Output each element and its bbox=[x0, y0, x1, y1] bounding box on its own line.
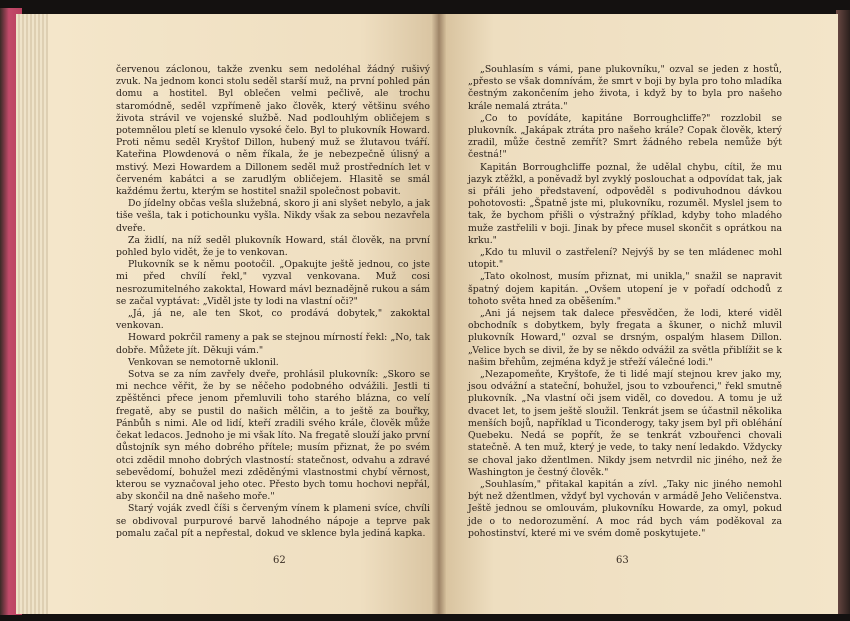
paragraph: Howard pokrčil rameny a pak se stejnou mírností řekl: „No, tak dobře. Můžete jít. Děkuji vám." bbox=[116, 332, 430, 356]
page-number-right: 63 bbox=[616, 555, 629, 566]
paragraph: „Kdo tu mluvil o zastřelení? Nejvýš by se ten mládenec mohl utopit." bbox=[468, 247, 782, 271]
book-cover-right bbox=[836, 10, 850, 614]
left-page-text bbox=[116, 64, 430, 540]
paragraph: „Ani já nejsem tak dalece přesvědčen, že lodi, které viděl obchodník s dobytkem, byly fregata a škuner, o nichž mluvil plukovník Howard," ozval se drsným, ospalým hlasem Dillon. „Velice bych se divil, že by se někdo odvážil za světla přiblížit se k našim břehům, zejména když je střeží válečné lodi." bbox=[468, 308, 782, 368]
paragraph: Za židlí, na níž seděl plukovník Howard, stál člověk, na první pohled bylo vidět, že je to venkovan. bbox=[116, 234, 430, 259]
paragraph: Do jídelny občas vešla služebná, skoro ji ani slyšet nebylo, a jak tiše vešla, tak i potichounku vyšla. Nikdy však za sebou nezavřela dveře. bbox=[116, 198, 430, 234]
right-page-text bbox=[468, 64, 782, 540]
paragraph: „Tato okolnost, musím přiznat, mi unikla," snažil se napravit špatný dojem kapitán. „Ovšem utopení je v pořadí odchodů z tohoto světa hned za oběšením." bbox=[468, 271, 782, 307]
book-gutter bbox=[432, 14, 446, 614]
paragraph: Plukovník se k němu pootočil. „Opakujte ještě jednou, co jste mi před chvílí řekl," vyzval venkovana. Muž cosi nesrozumitelného zakoktal, Howard mávl beznadějně rukou a sám se začal vyptávat: „Viděl jste ty lodi na vlastní oči?" bbox=[116, 259, 430, 307]
paragraph: Venkovan se nemotorně uklonil. bbox=[128, 356, 279, 368]
paragraph: „Co to povídáte, kapitáne Borroughcliffe?" rozzlobil se plukovník. „Jakápak ztráta pro našeho krále? Copak člověk, který zradil, může čestně zemřít? Smrt žádného rebela nemůže být čestná!" bbox=[468, 112, 782, 161]
paragraph: „Já, já ne, ale ten Skot, co prodává dobytek," zakoktal venkovan. bbox=[116, 308, 430, 332]
paragraph: Sotva se za ním zavřely dveře, prohlásil plukovník: „Skoro se mi nechce věřit, že by se něčeho podobného odvážili. Jestli ti zpěštěnci přece jenom přemluvili toho starého blázna, co velí fregatě, aby se pustil do našich mělčin, a to ještě za bouřky, Pánbůh s nimi. Ale od lidí, kteří zradili svého krále, člověk může čekat ledacos. Jednoho je mi však líto. Na fregatě slouží jako první důstojník syn mého dobrého přítele; musím přiznat, že po svém otci zdědil mnoho dobrých vlastností: statečnost, odvahu a zdravé sebevědomí, bohužel mezi zděděnými vlastnostmi chybí věrnost, kterou se vyznačoval jeho otec. Přesto bych tomu hochovi nepřál, aby skončil na dně našeho moře." bbox=[116, 369, 430, 503]
paragraph: „Souhlasím s vámi, pane plukovníku," ozval se jeden z hostů, „přesto se však domnívám, že smrt v boji by byla pro toho mladíka čestným zakončením jeho života, i když by to byla pro našeho krále nemalá ztráta." bbox=[468, 64, 782, 112]
paragraph: Starý voják zvedl číši s červeným vínem k plameni svíce, chvíli se obdivoval purpurové barvě lahodného nápoje a teprve pak pomalu začal pít a nepřestal, dokud ve sklence byla jediná kapka. bbox=[116, 503, 430, 539]
paragraph: Kapitán Borroughcliffe poznal, že udělal chybu, cítil, že mu jazyk ztěžkl, a poněvadž byl zvyklý poslouchat a odpovídat tak, jak si přáli jeho představení, odpověděl s podivuhodnou dávkou pohotovosti: „Špatně jste mi, plukovníku, rozuměl. Myslel jsem to tak, že bychom přišli o výstražný příklad, kdyby toho mladého muže zastřelili v boji. Jinak by přece musel skončit s oprátkou na krku." bbox=[468, 161, 782, 246]
right-page bbox=[438, 14, 838, 614]
paragraph: „Nezapomeňte, Kryštofe, že ti lidé mají stejnou krev jako my, jsou odvážní a stateční, bohužel, jsou to vzbouřenci," řekl smutně plukovník. „Na vlastní oči jsem viděl, co dovedou. A tomu je už dvacet let, to jsem ještě sloužil. Tenkrát jsem se účastnil několika menších bojů, například u Ticonderogy, taky jsem byl při obléhání Quebeku. Nedá se popřít, že se tenkrát vzbouřenci chovali statečně. A ten muž, který je vede, to taky není ledakdo. Vždycky se choval jako džentlmen. Nikdy jsem netvrdil nic jiného, než že Washington je čestný člověk." bbox=[468, 369, 782, 478]
paragraph: „Souhlasím," přitakal kapitán a zívl. „Taky nic jiného nemohl být než džentlmen, vždyť byl vychován v armádě Jeho Veličenstva. Ještě jednou se omlouvám, plukovníku Howarde, za omyl, pokud jde o to nedorozumění. A moc rád bych vám poděkoval za pohostinství, které mi ve svém domě poskytujete." bbox=[468, 478, 782, 539]
paragraph: červenou záclonou, takže zvenku sem nedoléhal žádný rušivý zvuk. Na jednom konci stolu seděl starší muž, na první pohled pán domu a hostitel. Byl oblečen velmi pečlivě, ale trochu staromódně, seděl vzpřímeně jako člověk, který většinu svého života strávil ve vojenské službě. Nad podlouhlým obličejem s potemnělou pletí se klenulo vysoké čelo. Byl to plukovník Howard. Proti němu seděl Kryštof Dillon, hubený muž se žlutavou tváří. Kateřina Plowdenová o něm říkala, že je nebezpečně úlisný a mstivý. Mezi Howardem a Dillonem seděl muž prostředních let v červeném kabátci a se zarudlým obličejem. Hlasitě se smál každému žertu, kterým se hostitel snažil společnost pobavit. bbox=[116, 64, 430, 198]
left-page bbox=[48, 14, 438, 614]
page-number-left: 62 bbox=[273, 555, 286, 566]
